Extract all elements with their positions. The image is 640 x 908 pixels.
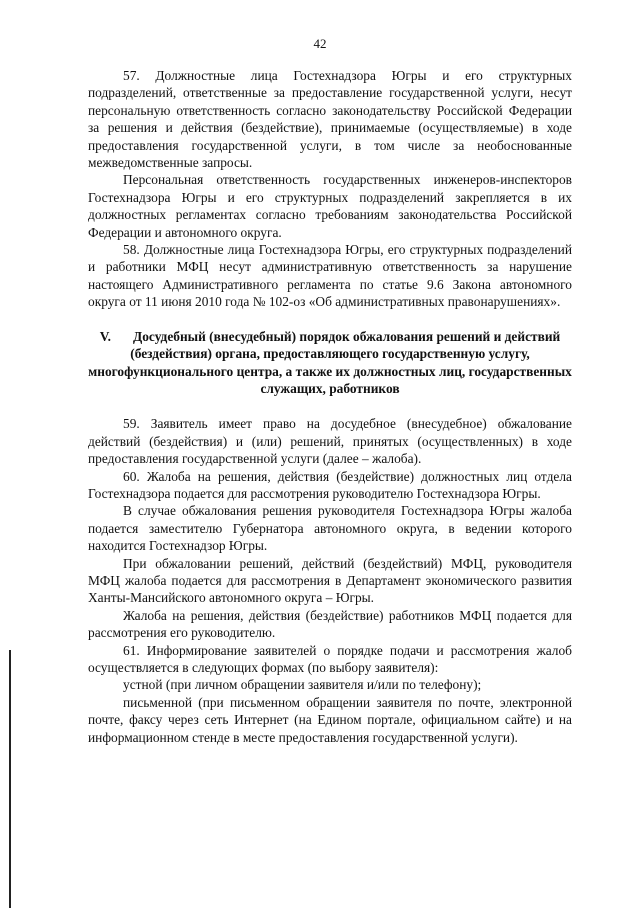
paragraph-60: 60. Жалоба на решения, действия (бездействие) должностных лиц отдела Гостехнадзора подается для рассмотрения руководителю Гостехнадзора Югры. — [88, 468, 572, 501]
paragraph-57: 57. Должностные лица Гостехнадзора Югры и его структурных подразделений, ответственные за предоставление государственной услуги, несут персональную ответственность согласно законодательству Российской Федерации за решения и действия (бездействие), принимаемые (осуществляемые) в ходе предоставления государственной услуги, в том числе за необоснованные межведомственные запросы. — [88, 68, 572, 171]
paragraph-mfc-workers: Жалоба на решения, действия (бездействие) работников МФЦ подается для рассмотрения его руководителю. — [88, 607, 572, 641]
paragraph-oral: устной (при личном обращении заявителя и/или по телефону); — [123, 677, 482, 693]
paragraph-61: 61. Информирование заявителей о порядке подачи и рассмотрения жалоб осуществляется в следующих формах (по выбору заявителя): — [88, 642, 572, 675]
page-number: 42 — [313, 36, 327, 51]
document-body — [88, 67, 572, 746]
section-heading — [88, 328, 572, 398]
paragraph-58: 58. Должностные лица Гостехнадзора Югры, его структурных подразделений и работники МФЦ несут административную ответственность за нарушение настоящего Административного регламента по статье 9.6 Закона автономного округа от 11 июня 2010 года № 102-оз «Об административных правонарушениях». — [88, 242, 572, 310]
paragraph-responsibility: Персональная ответственность государственных инженеров-инспекторов Гостехнадзора Югры и его структурных подразделений закрепляется в их должностных регламентах согласно требованиям законодательства Российской Федерации и автономного округа. — [88, 172, 572, 240]
paragraph-written: письменной (при письменном обращении заявителя по почте, электронной почте, факсу через сеть Интернет (на Едином портале, официальном сайте) и на информационном стенде в месте предоставления государственной услуги). — [88, 694, 572, 745]
paragraph-59: 59. Заявитель имеет право на досудебное (внесудебное) обжалование действий (бездействия) и (или) решений, принятых (осуществленных) в ходе предоставления государственной услуги (далее – жалоба). — [88, 416, 572, 467]
section-title: Досудебный (внесудебный) порядок обжалования решений и действий (бездействия) органа, предоставляющего государственную услугу, многофункционального центра, а также их должностных лиц, государственных служащих, работников — [88, 328, 572, 396]
paragraph-mfc-appeal: При обжаловании решений, действий (бездействий) МФЦ, руководителя МФЦ жалоба подается для рассмотрения в Департамент экономического развития Ханты-Мансийского автономного округа – Югры. — [88, 555, 572, 606]
section-number: V. — [99, 328, 112, 344]
paragraph-head-appeal: В случае обжалования решения руководителя Гостехнадзора Югры жалоба подается заместителю Губернатора автономного округа, в ведении которого находится Гостехнадзор Югры. — [88, 503, 572, 554]
scan-margin-line — [9, 650, 11, 908]
